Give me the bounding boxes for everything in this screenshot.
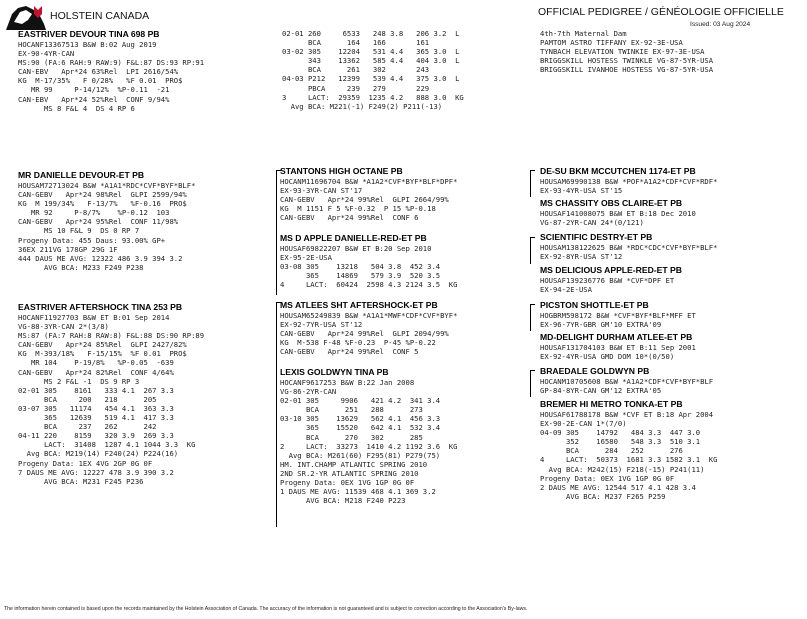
animal-name: MR DANIELLE DEVOUR-ET PB (18, 170, 145, 180)
animal-details: HOCANM10705608 B&W *A1A2*CDF*CVF*BYF*BLF GP-84-8YR-CAN GM'12 EXTRA'05 (540, 377, 714, 396)
animal-details: HOUSAM69990138 B&W *POF*A1A2*CDF*CVF*RDF* EX-93-4YR-USA ST'15 (540, 177, 718, 196)
animal-dam-sire (280, 300, 457, 356)
animal-dds (540, 366, 713, 395)
animal-sss (540, 166, 717, 195)
animal-sdd (540, 265, 682, 294)
bracket-ss (530, 170, 535, 197)
animal-name: PICSTON SHOTTLE-ET PB (540, 300, 649, 310)
maternal-dam-list: 4th-7th Maternal Dam PAMTOM ASTRO TIFFANY EX-92-3E-USA TYNBACH ELEVATION TWINKIE EX-97-3E-USA BRIGGSKILL HOSTESS TWINKLE VG-87-5YR-USA BRIGGSKILL IVANHOE HOSTESS VG-87-5YR-USA (540, 29, 714, 75)
animal-details: HOCANF9617253 B&W B:22 Jan 2008 VG-86-2YR-CAN 02-01 305 9906 421 4.2 341 3.4 BCA 251 288 273 03-10 305 13629 562 4.1 456 3.3 365 15520 642 4.1 532 3.4 BCA 270 302 285 2 LACT: 33273 1410 4.2 1192 3.6 KG Avg BCA: M261(60) F295(81) P279(75) HM. INT.CHAMP ATLANTIC SPRING 2010 2ND SR.2-YR ATLANTIC SPRING 2010 Progeny Data: 0EX 1VG 1GP 0G 0F 1 DAUS ME AVG: 11539 468 4.1 369 3.2 AVG BCA: M218 F240 P223 (280, 378, 458, 506)
animal-sire (18, 170, 195, 272)
disclaimer: The information herein contained is based upon the records maintained by the Holstein Association of Canada. The accuracy of the information is not guaranteed and is subject to correction according to the Association's By-laws. (4, 606, 528, 612)
animal-details: HOUSAF69822207 B&W ET B:20 Sep 2010 EX-95-2E-USA 03-08 305 13218 504 3.8 452 3.4 365 14869 579 3.9 520 3.5 4 LACT: 60424 2598 4.3 2124 3.5 KG (280, 244, 458, 290)
animal-sire-sire (280, 166, 457, 222)
animal-dss (540, 300, 696, 329)
issued-date: Issued: 03 Aug 2024 (690, 21, 751, 28)
maternal-notes (540, 29, 713, 74)
animal-name: MD-DELIGHT DURHAM ATLEE-ET PB (540, 332, 693, 342)
animal-dam-dam (280, 367, 457, 505)
animal-main-records (282, 29, 464, 111)
holstein-logo (4, 4, 48, 32)
animal-dam (18, 302, 204, 486)
animal-ssd (540, 198, 696, 227)
animal-name: MS D APPLE DANIELLE-RED-ET PB (280, 233, 427, 243)
animal-name: STANTONS HIGH OCTANE PB (280, 166, 403, 176)
animal-sds (540, 232, 717, 261)
animal-details: HOCANM11696704 B&W *A1A2*CVF*BYF*BLF*DPF* EX-93-3YR-CAN ST'17 CAN-GEBV Apr*24 99%Rel GLPI 2664/99% KG M 1151 F 5 %F-0.32 P 15 %P-0.18 CAN-GEBV Apr*24 99%Rel CONF 6 (280, 177, 458, 223)
animal-details: HOCANF13367513 B&W B:02 Aug 2019 EX-90-4YR-CAN MS:90 (FA:6 RAH:9 RAW:9) F&L:87 DS:93 RP:91 CAN-EBV Apr*24 63%Rel LPI 2616/54% KG M-17/35% F 0/28% %F 0.01 PRO$ MR 99 P-14/12% %P-0.11 -21 CAN-EBV Apr*24 52%Rel CONF 9/94% MS 8 F&L 4 DS 4 RP 6 (18, 40, 205, 113)
animal-name: MS ATLEES SHT AFTERSHOCK-ET PB (280, 300, 438, 310)
animal-name: MS DELICIOUS APPLE-RED-ET PB (540, 265, 682, 275)
animal-name: EASTRIVER DEVOUR TINA 698 PB (18, 29, 160, 39)
animal-details: HOUSAF131704103 B&W ET B:11 Sep 2001 EX-92-4YR-USA GMD DOM 10*(0/50) (540, 343, 696, 362)
bracket-ds (530, 304, 535, 331)
animal-dsd (540, 332, 696, 361)
animal-sire-dam (280, 233, 457, 289)
animal-name: BREMER HI METRO TONKA-ET PB (540, 399, 683, 409)
animal-details: HOUSAF141008075 B&W ET B:18 Dec 2010 VG-87-2YR-CAN 24*(0/121) (540, 209, 696, 228)
document-title: OFFICIAL PEDIGREE / GÉNÉOLOGIE OFFICIELLE (538, 6, 784, 18)
animal-details: HOUSAM138122625 B&W *RDC*CDC*CVF*BYF*BLF* EX-92-8YR-USA ST'12 (540, 243, 718, 262)
lactation-records: 02-01 260 6533 248 3.8 206 3.2 L BCA 164 166 161 03-02 305 12204 531 4.4 365 3.0 L 343 13362 585 4.4 404 3.0 L BCA 261 302 243 04-03 P212 12399 539 4.4 375 3.0 L PBCA 239 279 229 3 LACT: 29359 1235 4.2 888 3.0 KG Avg BCA: M221(-1) F249(2) P211(-13) (282, 29, 464, 111)
animal-name: LEXIS GOLDWYN TINA PB (280, 367, 389, 377)
animal-name: MS CHASSITY OBS CLAIRE-ET PB (540, 198, 683, 208)
org-name: HOLSTEIN CANADA (50, 10, 150, 22)
animal-name: EASTRIVER AFTERSHOCK TINA 253 PB (18, 302, 183, 312)
animal-name: SCIENTIFIC DESTRY-ET PB (540, 232, 653, 242)
animal-details: HOUSAM72713024 B&W *A1A1*RDC*CVF*BYF*BLF* CAN-GEBV Apr*24 98%Rel GLPI 2599/94% KG M 199/34% F-13/7% %F-0.16 PRO$ MR 92 P-8/7% %P-0.12 103 CAN-GEBV Apr*24 95%Rel CONF 11/98% MS 10 F&L 9 DS 0 RP 7 Progeny Data: 455 Daus: 93.00% GP+ 36EX 211VG 178GP 29G 1F 444 DAUS ME AVG: 12322 486 3.9 394 3.2 AVG BCA: M233 F249 P238 (18, 181, 196, 272)
animal-details: HOGBRM598172 B&W *CVF*BYF*BLF*MFF ET EX-96-7YR-GBR GM'10 EXTRA'09 (540, 311, 696, 330)
animal-details: HOUSAM65249839 B&W *A1A1*MWF*CDF*CVF*BYF* EX-92-7YR-USA ST'12 CAN-GEBV Apr*24 99%Rel GLPI 2094/99% KG M-538 F-48 %F-0.23 P-45 %P-0.22 CAN-GEBV Apr*24 99%Rel CONF 5 (280, 311, 458, 357)
animal-details: HOUSAF139236776 B&W *CVF*DPF ET EX-94-2E-USA (540, 276, 675, 295)
bracket-dd (530, 370, 535, 397)
animal-name: BRAEDALE GOLDWYN PB (540, 366, 650, 376)
animal-name: DE-SU BKM MCCUTCHEN 1174-ET PB (540, 166, 696, 176)
animal-main (18, 29, 204, 113)
animal-ddd (540, 399, 717, 501)
bracket-sd (530, 237, 535, 264)
animal-details: HOUSAF61788178 B&W *CVF ET B:18 Apr 2004 EX-90-2E-CAN 1*(7/0) 04-09 305 14792 484 3.3 447 3.0 352 16580 548 3.3 510 3.1 BCA 284 252 276 4 LACT: 50373 1681 3.3 1582 3.1 KG Avg BCA: M242(15) F218(-15) P241(11) Progeny Data: 0EX 1VG 1GP 0G 0F 2 DAUS ME AVG: 12544 517 4.1 428 3.4 AVG BCA: M237 F265 P259 (540, 410, 718, 501)
animal-details: HOCANF11927703 B&W ET B:01 Sep 2014 VG-88-3YR-CAN 2*(3/8) MS:87 (FA:7 RAH:8 RAW:8) F&L:88 DS:90 RP:89 CAN-GEBV Apr*24 85%Rel GLPI 2427/82% KG M-393/18% F-15/15% %F 0.01 PRO$ MR 104 P-19/8% %P-0.05 -639 CAN-GEBV Apr*24 82%Rel CONF 4/64% MS 2 F&L -1 DS 9 RP 3 02-01 305 8161 333 4.1 267 3.3 BCA 200 218 205 03-07 305 11174 454 4.1 363 3.3 365 12639 519 4.1 417 3.3 BCA 237 262 242 04-11 220 8159 320 3.9 269 3.3 LACT: 31408 1287 4.1 1044 3.3 KG Avg BCA: M219(14) F240(24) P224(16) Progeny Data: 1EX 4VG 2GP 0G 0F 7 DAUS ME AVG: 12227 478 3.9 390 3.2 AVG BCA: M231 F245 P236 (18, 313, 205, 486)
